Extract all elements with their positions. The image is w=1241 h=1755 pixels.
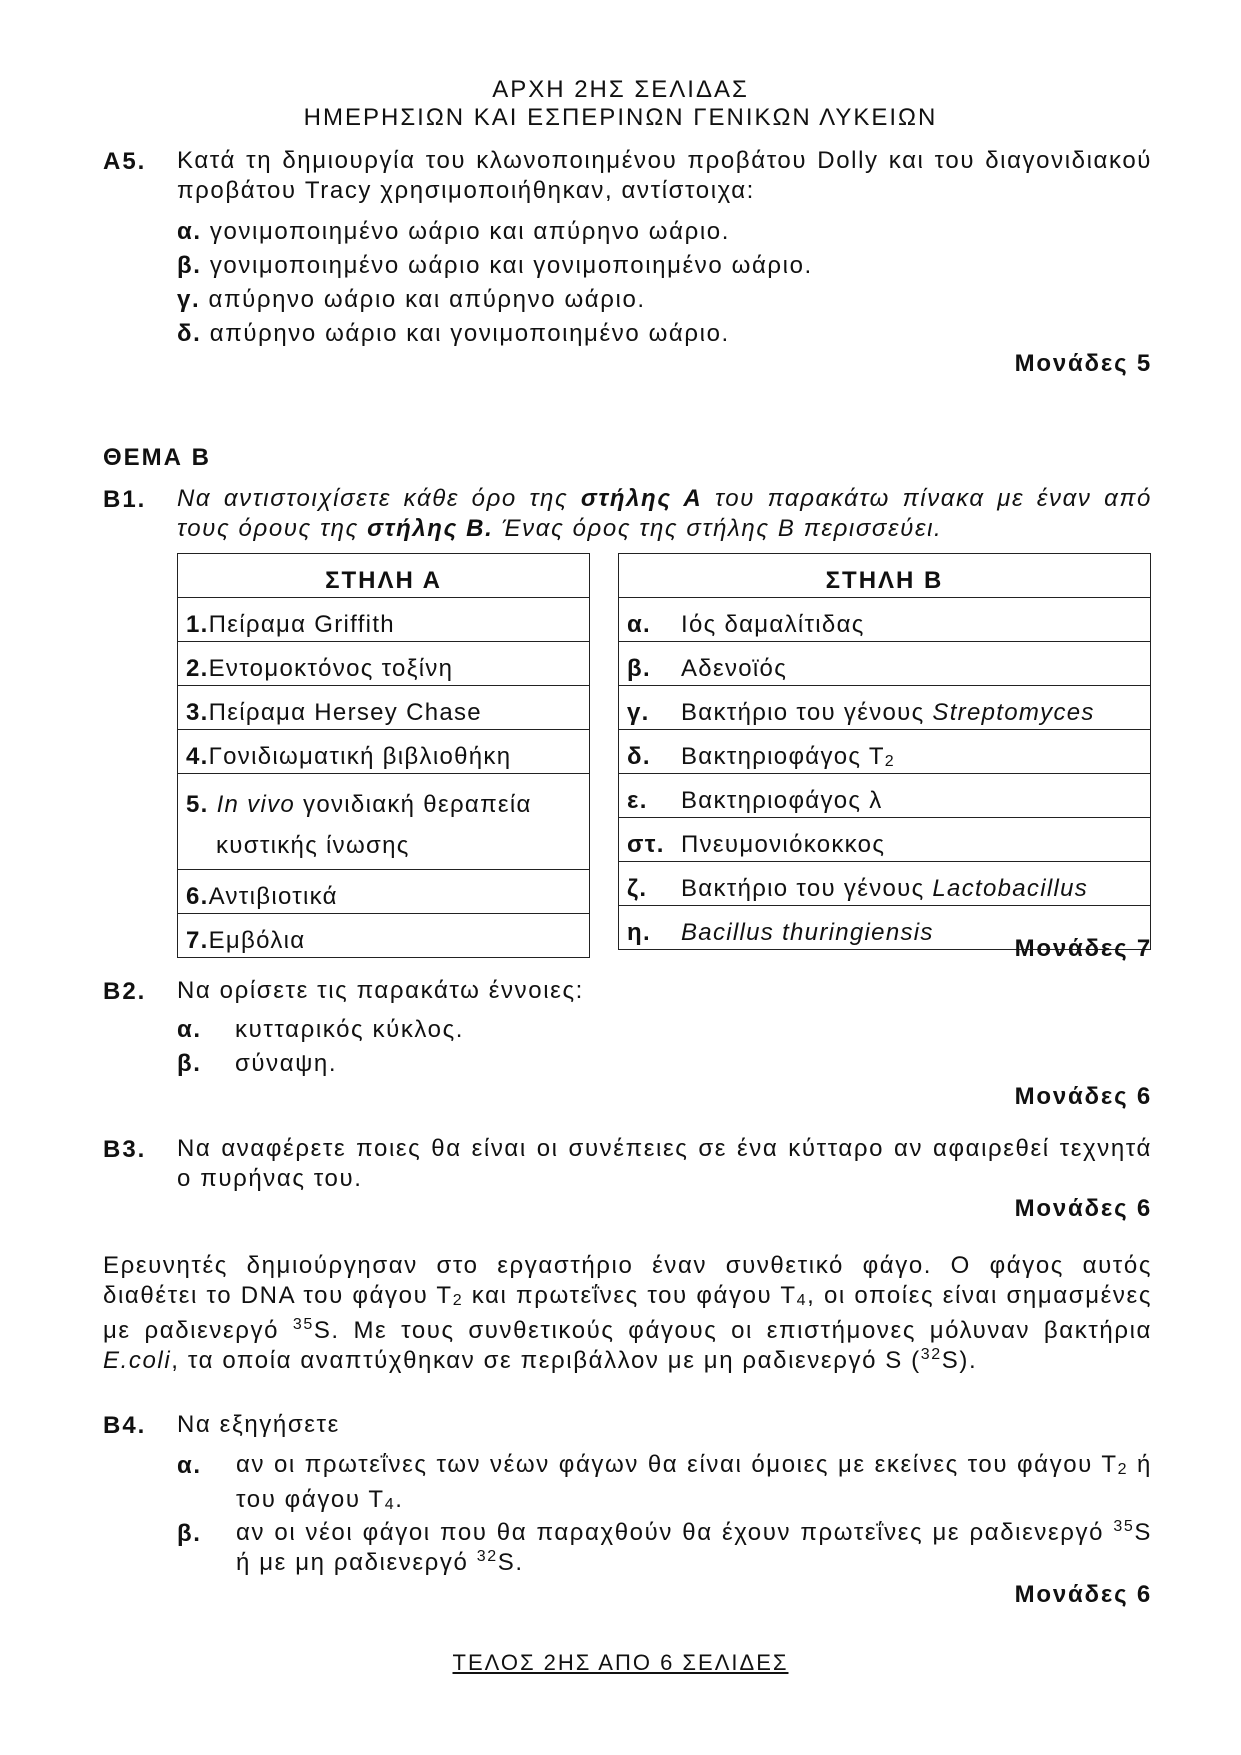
option-text: ή του φάγου Τ [236,1451,1153,1513]
option-letter: β. [177,1050,202,1077]
b4-option-a-letter: α. [177,1452,202,1479]
row-text-italic: Streptomyces [932,699,1095,726]
intro-italic: E.coli [103,1347,172,1374]
row-number: 6. [186,883,209,910]
row-text: Γονιδιωματική βιβλιοθήκη [208,743,512,770]
row-text: Βακτηριοφάγος λ [681,787,883,814]
b4-option-a-text [236,1450,1152,1520]
option-subscript: 4 [384,1496,396,1513]
option-text: αν οι πρωτεΐνες των νέων φάγων θα είναι όμοιες με εκείνες του φάγου Τ [236,1451,1118,1478]
intro-subscript: 4 [796,1292,808,1309]
question-number-b4: Β4. [103,1412,147,1439]
intro-subscript: 2 [452,1292,464,1309]
row-letter: στ. [619,818,674,862]
option-letter: α. [177,218,202,245]
option-text: σύναψη. [235,1050,338,1077]
question-b1-text [177,484,1152,544]
a5-option-c [177,286,646,314]
question-a5-text: Κατά τη δημιουργία του κλωνοποιημένου προβάτου Dolly και του διαγονιδιακού προβάτου Tracy χρησιμοποιήθηκαν, αντίστοιχα: [177,147,1152,204]
column-b-table [618,553,1151,950]
intro-superscript: 35 [292,1316,314,1333]
row-text: Αδενοϊός [681,655,788,682]
points-b3: Μονάδες 6 [1014,1195,1152,1222]
column-b-title: ΣΤΗΛΗ Β [619,554,1151,598]
option-text: γονιμοποιημένο ωάριο και απύρηνο ωάριο. [209,218,730,245]
b1-text-part: Να αντιστοιχίσετε κάθε όρο της [177,485,581,512]
row-letter: ζ. [619,862,674,906]
column-b-row [673,642,1151,686]
b4-option-b-letter: β. [177,1520,202,1547]
row-number: 1. [186,611,209,638]
question-number-b2: Β2. [103,978,147,1005]
option-superscript: 35 [1113,1518,1135,1535]
row-text: Βακτηριοφάγος Τ [681,743,885,770]
a5-option-b [177,252,813,280]
page-header-line1: ΑΡΧΗ 2ΗΣ ΣΕΛΙΔΑΣ [492,76,749,103]
b2-option-a [177,1016,464,1044]
points-b4: Μονάδες 6 [1014,1581,1152,1608]
column-b-row [673,686,1151,730]
b1-text-part: του παρακάτω πίνακα με έναν από τους όρους της [177,485,1152,542]
option-text: κυτταρικός κύκλος. [235,1016,465,1043]
column-a-row [178,730,590,774]
section-title-theme-b: ΘΕΜΑ Β [103,444,211,471]
row-number: 7. [186,927,209,954]
option-text: S. [497,1549,524,1576]
option-text: γονιμοποιημένο ωάριο και γονιμοποιημένο ωάριο. [209,252,813,279]
column-a-title: ΣΤΗΛΗ Α [178,554,590,598]
column-a-row [178,642,590,686]
question-number-b3: Β3. [103,1136,147,1163]
b1-text-bold: στήλης Α [580,485,703,512]
question-b4-text: Να εξηγήσετε [177,1411,340,1438]
row-text: Βακτήριο του γένους [681,875,933,902]
b4-intro-paragraph [103,1251,1152,1376]
option-text: αν οι νέοι φάγοι που θα παραχθούν θα έχουν πρωτεΐνες με ραδιενεργό [236,1519,1114,1546]
row-letter: β. [619,642,674,686]
intro-text: , οι οποίες είναι σημασμένες με ραδιενεργό [103,1282,1152,1344]
column-b-row [673,818,1151,862]
option-letter: α. [177,1016,202,1043]
points-b1: Μονάδες 7 [1014,935,1152,962]
row-number: 2. [186,655,209,682]
row-letter: δ. [619,730,674,774]
row-subscript: 2 [884,753,895,770]
column-b-row [673,774,1151,818]
row-text: Εντομοκτόνος τοξίνη [208,655,454,682]
column-a-row [178,914,590,958]
points-b2: Μονάδες 6 [1014,1083,1152,1110]
option-text: S ή με μη ραδιενεργό [236,1519,1152,1576]
question-number-b1: Β1. [103,486,147,513]
column-a-row [178,598,590,642]
option-text: απύρηνο ωάριο και απύρηνο ωάριο. [208,286,646,313]
option-text: . [395,1486,404,1513]
points-a5: Μονάδες 5 [1014,350,1152,377]
column-b-row [673,730,1151,774]
row-text: Πείραμα Griffith [208,611,395,638]
b1-text-part: Ένας όρος της στήλης Β περισσεύει. [493,515,943,542]
row-text-cont: κυστικής ίνωσης [216,832,410,859]
row-text-italic: Bacillus thuringiensis [681,919,934,946]
row-text: Πνευμονιόκοκκος [681,831,886,858]
b2-option-b [177,1050,337,1078]
row-letter: α. [619,598,674,642]
row-text-italic: Lactobacillus [932,875,1089,902]
b4-option-b-text [236,1518,1152,1578]
row-number: 4. [186,743,209,770]
row-text: Ιός δαμαλίτιδας [681,611,865,638]
column-a-table [177,553,590,958]
column-a-row [178,870,590,914]
option-letter: β. [177,252,202,279]
column-a-row [178,686,590,730]
row-letter: ε. [619,774,674,818]
row-text-italic: In vivo [216,791,296,818]
column-b-row [673,862,1151,906]
a5-option-a [177,218,730,246]
a5-option-d [177,320,730,348]
option-superscript: 32 [476,1548,498,1565]
intro-text: Ερευνητές δημιούργησαν στο εργαστήριο έναν συνθετικό φάγο. Ο φάγος αυτός διαθέτει το DNA του φάγου Τ [103,1252,1152,1309]
option-letter: δ. [177,320,202,347]
intro-text: και πρωτεΐνες του φάγου Τ [463,1282,797,1309]
row-letter: γ. [619,686,674,730]
row-number: 5. [186,791,209,818]
question-b2-text: Να ορίσετε τις παρακάτω έννοιες: [177,977,584,1004]
option-letter: γ. [177,286,201,313]
option-text: απύρηνο ωάριο και γονιμοποιημένο ωάριο. [209,320,730,347]
b1-text-bold: στήλης Β. [367,515,494,542]
row-text: Βακτήριο του γένους [681,699,933,726]
row-number: 3. [186,699,209,726]
question-b3-text: Να αναφέρετε ποιες θα είναι οι συνέπειες σε ένα κύτταρο αν αφαιρεθεί τεχνητά ο πυρήνας του. [177,1135,1152,1192]
intro-superscript: 32 [920,1346,942,1363]
row-letter: η. [619,906,674,950]
page-footer: ΤΕΛΟΣ 2ΗΣ ΑΠΟ 6 ΣΕΛΙΔΕΣ [452,1650,789,1675]
row-text: γονιδιακή θεραπεία [295,791,532,818]
intro-text: S). [941,1347,978,1374]
option-subscript: 2 [1117,1461,1129,1478]
row-text: Πείραμα Hersey Chase [208,699,482,726]
row-text: Εμβόλια [208,927,306,954]
intro-text: S. Με τους συνθετικούς φάγους οι επιστήμονες μόλυναν βακτήρια [313,1317,1152,1344]
question-number-a5: Α5. [103,148,147,175]
column-b-row [673,598,1151,642]
row-text: Αντιβιοτικά [208,883,338,910]
column-a-row [178,774,590,870]
intro-text: , τα οποία αναπτύχθηκαν σε περιβάλλον με μη ραδιενεργό S ( [171,1347,921,1374]
page-header-line2: ΗΜΕΡΗΣΙΩΝ ΚΑΙ ΕΣΠΕΡΙΝΩΝ ΓΕΝΙΚΩΝ ΛΥΚΕΙΩΝ [303,104,938,131]
